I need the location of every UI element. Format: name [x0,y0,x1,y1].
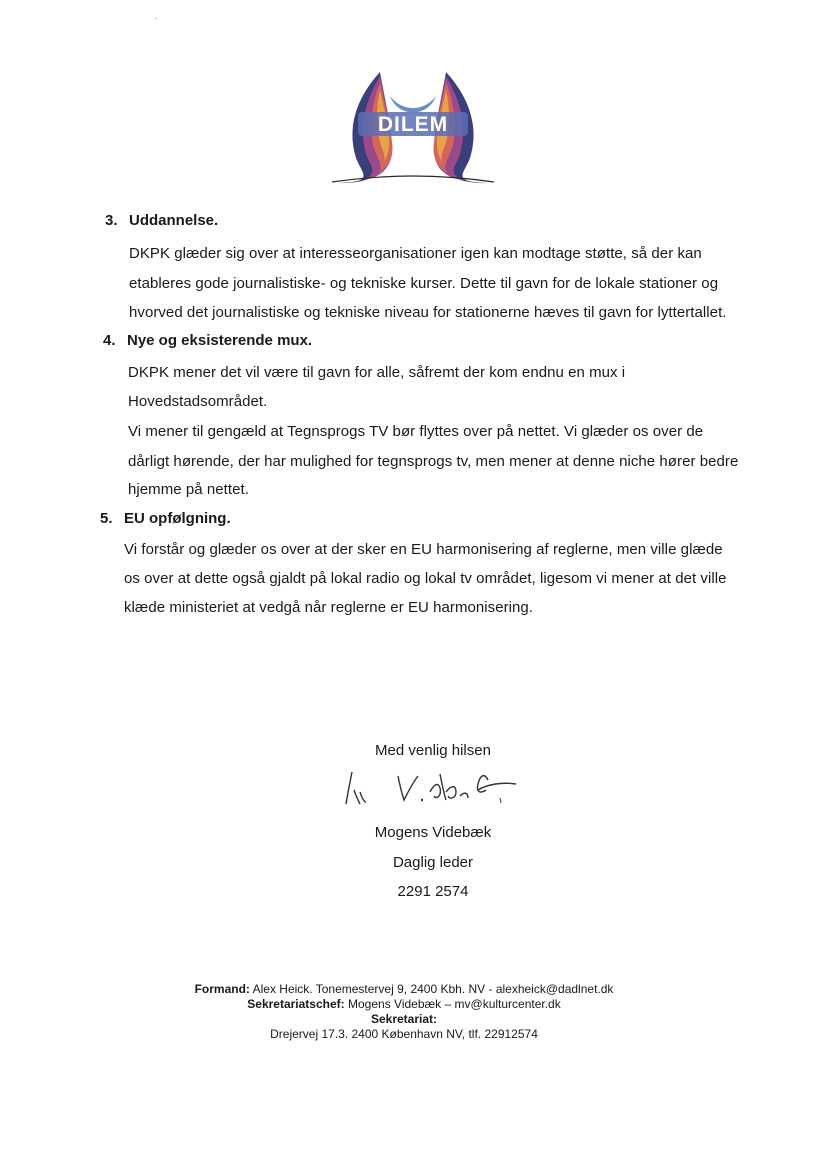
scan-speck [155,18,157,19]
paragraph-line: Hovedstadsområdet. [128,393,268,410]
paragraph-line: etableres gode journalistiske- og tekniske kurser. Dette til gavn for de lokale stationer og [129,275,719,292]
footer-formand-label: Formand: [194,982,250,996]
paragraph-line: DKPK glæder sig over at interesseorganisationer igen kan modtage støtte, så der kan [129,245,702,262]
paragraph-line: Vi mener til gengæld at Tegnsprogs TV bør flyttes over på nettet. Vi glæder os over de [128,423,704,440]
dilem-logo [328,66,498,186]
signer-name: Mogens Videbæk [374,824,492,841]
section-heading-mux [103,332,312,349]
paragraph-line: os over at dette også gjaldt på lokal radio og lokal tv området, ligesom vi mener at det ville [124,570,727,587]
section-heading-eu [100,510,231,527]
signer-title: Daglig leder [392,854,474,871]
footer-sekretariatschef-label: Sekretariatschef: [247,997,345,1011]
paragraph-line: Vi forstår og glæder os over at der sker en EU harmonisering af reglerne, men ville glæde [124,541,723,558]
section-title: EU opfølgning. [124,510,231,527]
closing-greeting: Med venlig hilsen [375,742,491,759]
section-title: Nye og eksisterende mux. [127,332,313,349]
paragraph-line: DKPK mener det vil være til gavn for alle, såfremt der kom endnu en mux i [128,364,626,381]
footer-sekretariat [0,1012,808,1026]
section-number: 5. [100,510,113,527]
footer-formand [0,982,808,996]
section-heading-uddannelse [105,212,218,229]
paragraph-line: hvorved det journalistiske og tekniske niveau for stationerne hæves til gavn for lyttertallet. [129,304,727,321]
footer-formand-text: Alex Heick. Tonemestervej 9, 2400 Kbh. NV - alexheick@dadlnet.dk [252,982,614,996]
signer-phone: 2291 2574 [397,883,469,900]
footer-sekretariat-label: Sekretariat: [370,1012,438,1026]
paragraph-line: hjemme på nettet. [128,481,249,498]
footer-address: Drejervej 17.3. 2400 København NV, tlf. 22912574 [270,1027,538,1041]
footer-sekretariatschef [0,997,808,1011]
paragraph-line: dårligt hørende, der har mulighed for tegnsprogs tv, men mener at denne niche hører bedre [128,453,739,470]
section-title: Uddannelse. [129,212,219,229]
handwritten-signature [338,762,528,810]
section-number: 3. [105,212,118,229]
paragraph-line: klæde ministeriet at vedgå når reglerne er EU harmonisering. [124,599,534,616]
svg-text:DILEM: DILEM [377,113,449,136]
dilem-logo-graphic [328,66,498,186]
footer-sekretariatschef-text: Mogens Videbæk – mv@kulturcenter.dk [348,997,561,1011]
section-number: 4. [103,332,116,349]
